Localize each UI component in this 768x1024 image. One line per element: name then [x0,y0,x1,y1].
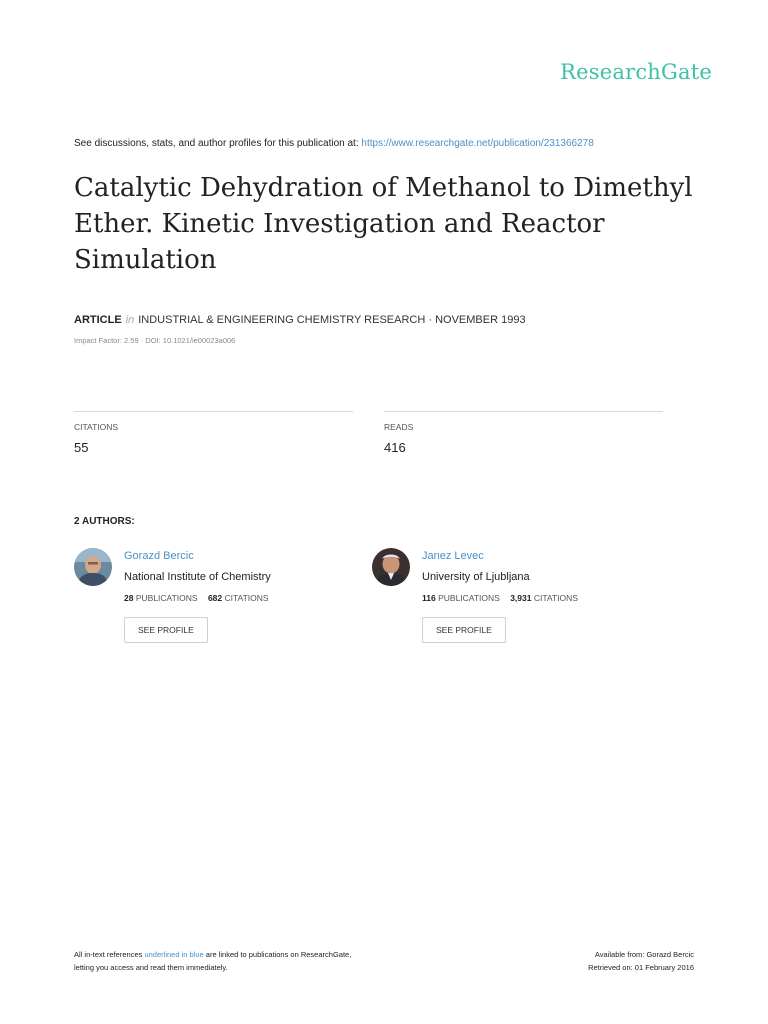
underlined-link-sample[interactable]: underlined in blue [144,950,204,959]
in-word: in [125,314,135,326]
citations-label: CITATIONS [224,593,269,603]
title-line-2: Ether. Kinetic Investigation and Reactor [74,209,605,239]
footer-availability [588,948,694,974]
discussion-line [74,138,594,149]
citations-count: 682 [207,593,223,603]
publication-link[interactable]: https://www.researchgate.net/publication/231366278 [361,138,594,149]
footer-pre: All in-text references [74,950,143,959]
footer-line-2: letting you access and read them immediately. [74,963,228,972]
publications-count: 28 [124,593,134,603]
author-info [124,550,271,643]
citations-value: 55 [74,440,89,455]
retrieved-on: Retrieved on: 01 February 2016 [588,963,694,972]
author-info [422,550,578,643]
author-institution: National Institute of Chemistry [124,571,271,583]
citations-count: 3,931 [510,593,532,603]
title-line-1: Catalytic Dehydration of Methanol to Dimethyl [74,173,693,203]
journal-name: INDUSTRIAL & ENGINEERING CHEMISTRY RESEARCH · NOVEMBER 1993 [138,314,526,326]
author-counts [422,593,578,603]
citations-label: CITATIONS [74,422,119,432]
see-profile-button[interactable]: SEE PROFILE [422,617,506,643]
author-name[interactable]: Gorazd Bercic [124,550,194,562]
article-meta [74,314,526,326]
publications-label: PUBLICATIONS [438,593,500,603]
discussion-text: See discussions, stats, and author profiles for this publication at: [74,138,359,149]
reads-stat [384,411,663,455]
citations-stat [74,411,353,455]
available-from: Available from: Gorazd Bercic [594,950,694,959]
title-line-3: Simulation [74,245,217,275]
avatar[interactable] [74,548,112,586]
author-card [372,548,662,658]
see-profile-button[interactable]: SEE PROFILE [124,617,208,643]
author-counts [124,593,271,603]
publications-label: PUBLICATIONS [135,593,198,603]
author-institution: University of Ljubljana [422,571,530,583]
authors-heading: 2 AUTHORS: [74,516,135,527]
citations-label: CITATIONS [533,593,578,603]
publications-count: 116 [422,593,436,603]
avatar[interactable] [372,548,410,586]
author-card [74,548,364,658]
author-name[interactable]: Janez Levec [422,550,484,562]
reads-label: READS [384,422,414,432]
impact-doi-line: Impact Factor: 2.59 · DOI: 10.1021/ie00023a006 [74,336,236,345]
footer-post: are linked to publications on ResearchGate, [205,950,352,959]
article-title [74,170,694,278]
footer-line-1 [74,948,351,961]
footer-references-note [74,948,351,974]
article-kind: ARTICLE [74,314,122,326]
reads-value: 416 [384,440,406,455]
researchgate-logo[interactable]: ResearchGate [560,60,712,84]
